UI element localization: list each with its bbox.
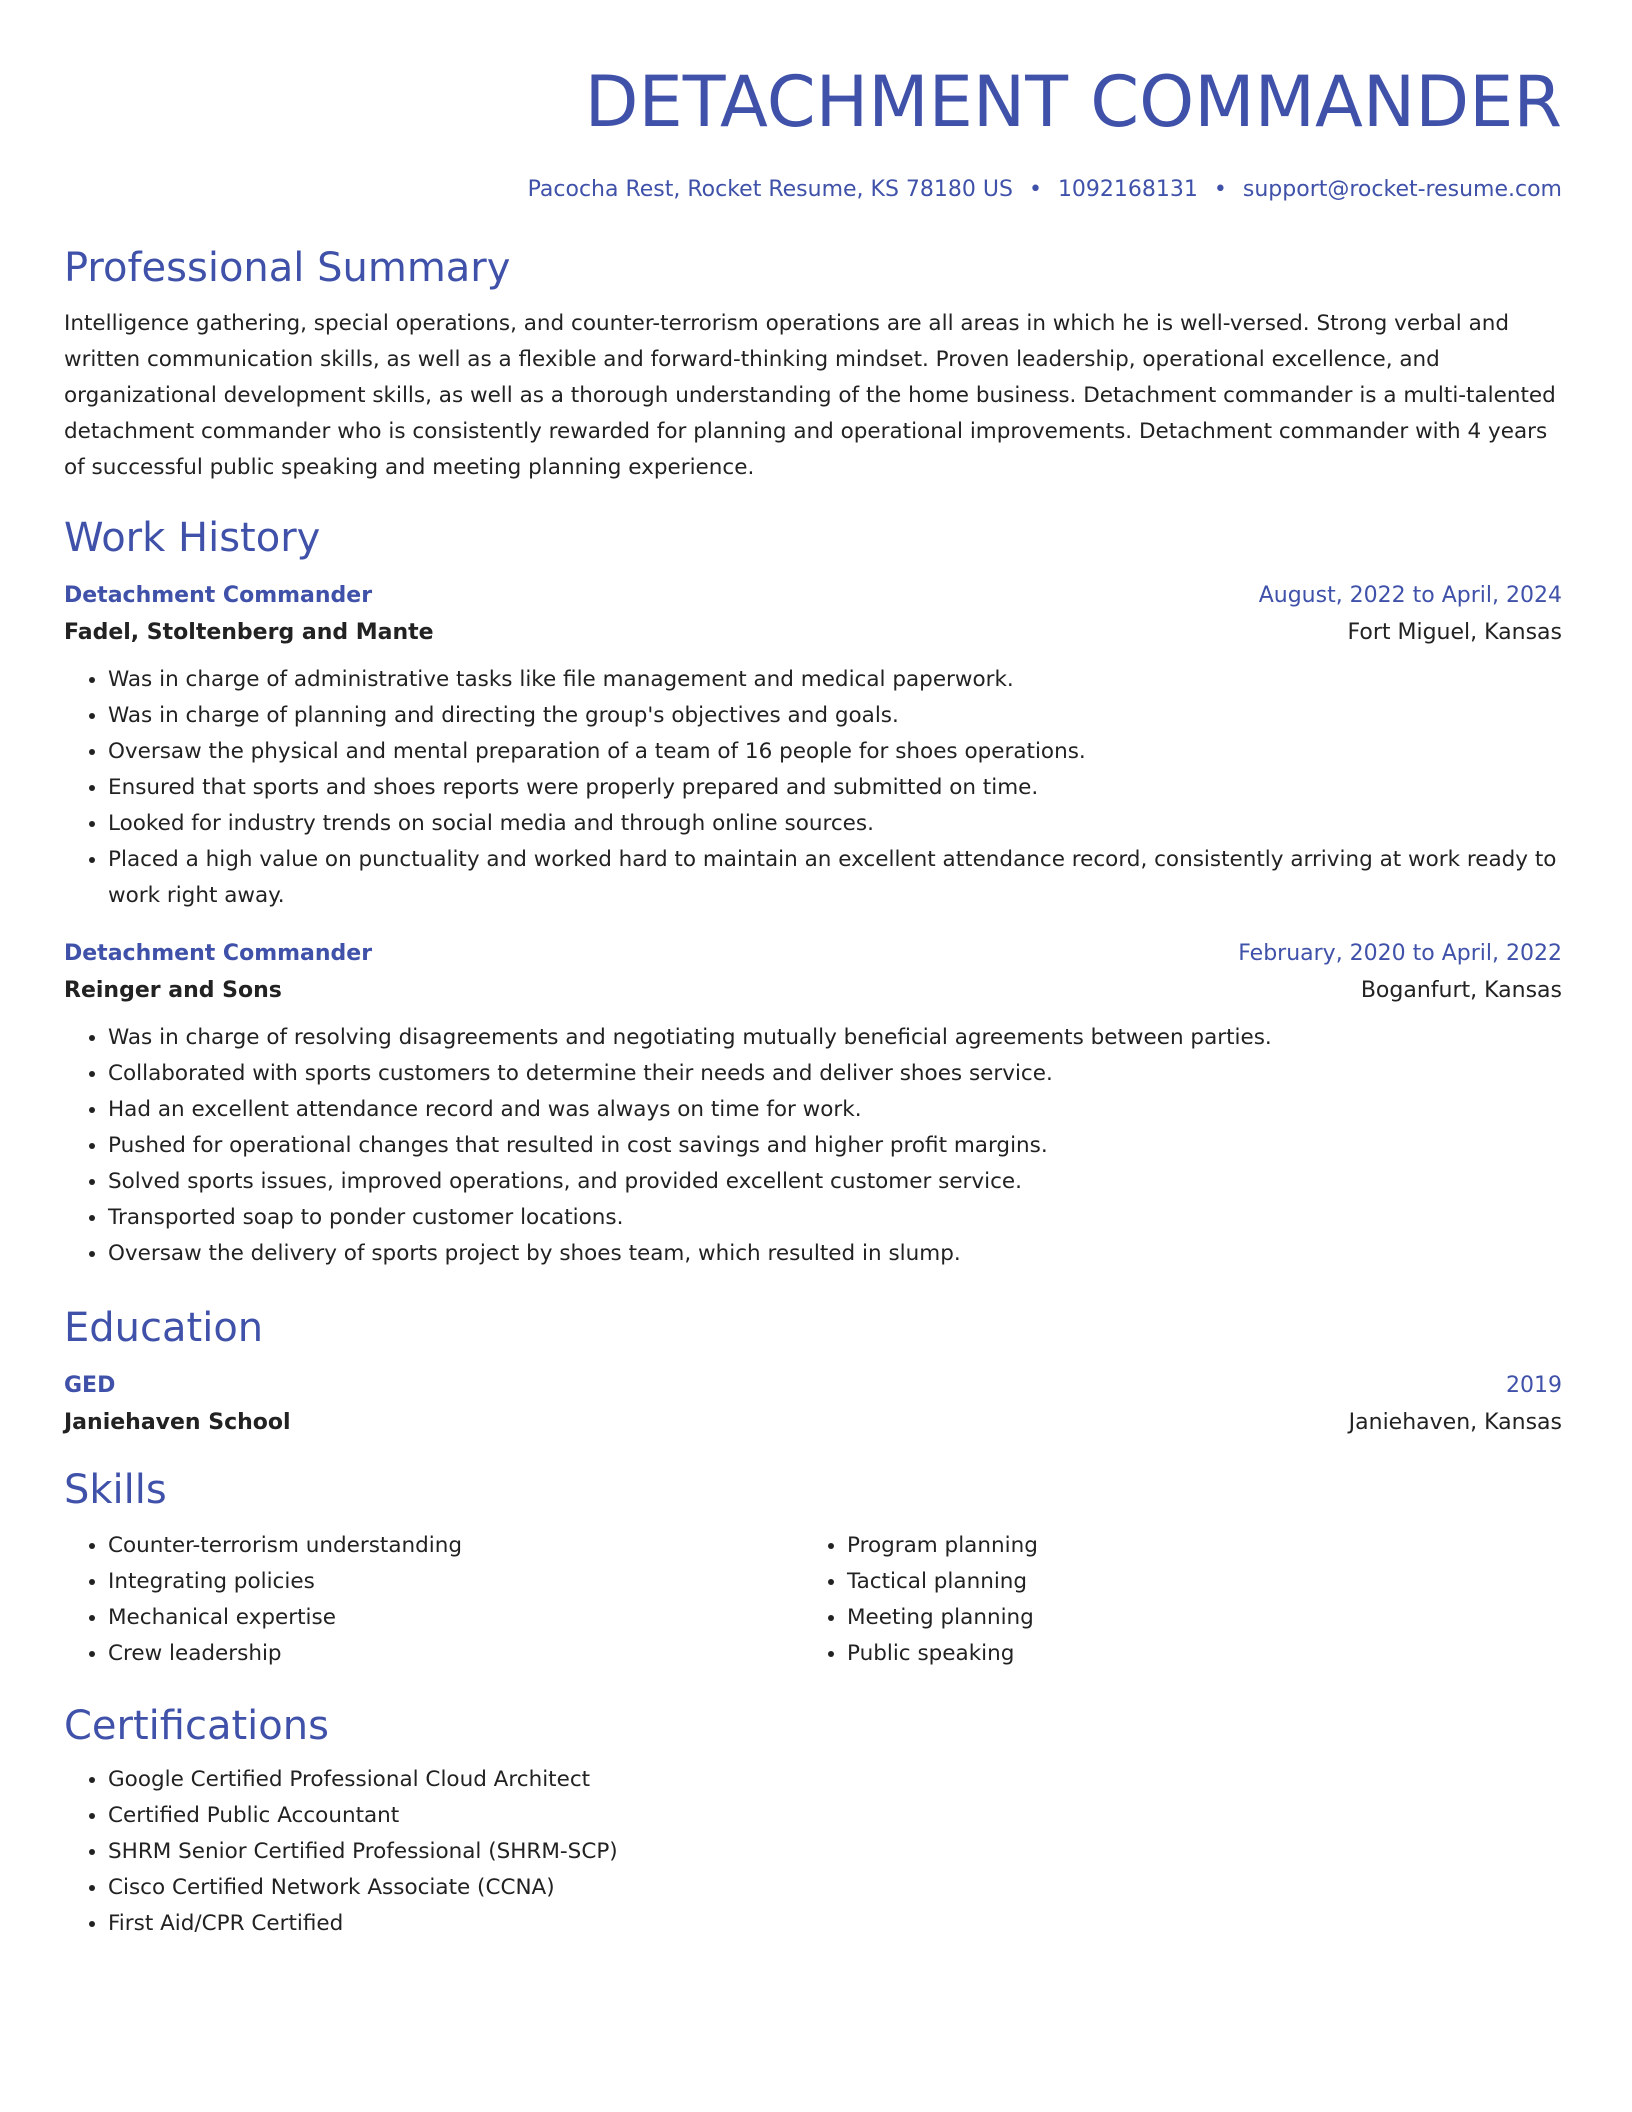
skills-heading: Skills <box>64 1467 167 1513</box>
job-company: Reinger and Sons <box>64 978 282 1003</box>
work-history-heading: Work History <box>64 515 321 561</box>
job-entry <box>64 936 1562 1272</box>
education-entry <box>64 1368 1562 1442</box>
job-employer <box>64 614 1562 652</box>
certification-item: • First Aid/CPR Certified <box>108 1906 1562 1942</box>
contact-separator: • <box>1213 177 1227 202</box>
education-degree: GED <box>64 1373 116 1398</box>
job-header <box>64 578 1562 614</box>
job-duty: • Placed a high value on punctuality and worked hard to maintain an excellent attendance record, consistently arriving at work ready to work right away. <box>108 842 1562 914</box>
skill-item: • Tactical planning <box>847 1564 1542 1600</box>
job-location: Boganfurt, Kansas <box>1360 978 1562 1003</box>
certifications-heading: Certifications <box>64 1703 329 1749</box>
job-duty: • Collaborated with sports customers to determine their needs and deliver shoes service. <box>108 1056 1562 1092</box>
certifications-list <box>64 1762 1562 1942</box>
job-duty: • Oversaw the delivery of sports project by shoes team, which resulted in slump. <box>108 1236 1562 1272</box>
certification-item: • Cisco Certified Network Associate (CCNA) <box>108 1870 1562 1906</box>
job-duty: • Had an excellent attendance record and was always on time for work. <box>108 1092 1562 1128</box>
job-duty: • Solved sports issues, improved operations, and provided excellent customer service. <box>108 1164 1562 1200</box>
certification-item: • Certified Public Accountant <box>108 1798 1562 1834</box>
contact-line <box>64 174 1562 206</box>
education-year: 2019 <box>1506 1373 1562 1398</box>
job-dates: August, 2022 to April, 2024 <box>1258 583 1562 608</box>
skill-item: • Crew leadership <box>108 1636 803 1672</box>
skill-item: • Integrating policies <box>108 1564 803 1600</box>
job-company: Fadel, Stoltenberg and Mante <box>64 620 434 645</box>
job-duty: • Was in charge of planning and directing the group's objectives and goals. <box>108 698 1562 734</box>
job-duty: • Ensured that sports and shoes reports were properly prepared and submitted on time. <box>108 770 1562 806</box>
job-title: Detachment Commander <box>64 941 373 966</box>
skills-list-left <box>64 1528 803 1672</box>
job-dates: February, 2020 to April, 2022 <box>1238 941 1562 966</box>
job-employer <box>64 972 1562 1010</box>
contact-email[interactable]: support@rocket-resume.com <box>1242 177 1562 202</box>
certification-item: • SHRM Senior Certified Professional (SHRM-SCP) <box>108 1834 1562 1870</box>
job-duty: • Looked for industry trends on social media and through online sources. <box>108 806 1562 842</box>
job-duty: • Was in charge of administrative tasks like file management and medical paperwork. <box>108 662 1562 698</box>
job-duty: • Was in charge of resolving disagreements and negotiating mutually beneficial agreements between parties. <box>108 1020 1562 1056</box>
job-entry <box>64 578 1562 914</box>
skill-item: • Program planning <box>847 1528 1542 1564</box>
skill-item: • Meeting planning <box>847 1600 1542 1636</box>
job-duties-list <box>64 1020 1562 1272</box>
skill-item: • Public speaking <box>847 1636 1542 1672</box>
skill-item: • Mechanical expertise <box>108 1600 803 1636</box>
skills-list-right <box>803 1528 1542 1672</box>
job-header <box>64 936 1562 972</box>
education-header <box>64 1368 1562 1404</box>
job-title: Detachment Commander <box>64 583 373 608</box>
job-duty: • Transported soap to ponder customer locations. <box>108 1200 1562 1236</box>
summary-heading: Professional Summary <box>64 245 511 291</box>
skill-item: • Counter-terrorism understanding <box>108 1528 803 1564</box>
contact-separator: • <box>1028 177 1042 202</box>
education-heading: Education <box>64 1305 264 1351</box>
job-location: Fort Miguel, Kansas <box>1347 620 1562 645</box>
job-duty: • Pushed for operational changes that resulted in cost savings and higher profit margins. <box>108 1128 1562 1164</box>
skills-grid <box>64 1528 1562 1672</box>
certification-item: • Google Certified Professional Cloud Architect <box>108 1762 1562 1798</box>
contact-address: Pacocha Rest, Rocket Resume, KS 78180 US <box>527 177 1013 202</box>
education-location: Janiehaven, Kansas <box>1348 1410 1562 1435</box>
resume-name: DETACHMENT COMMANDER <box>584 61 1562 143</box>
resume-page <box>64 54 1562 1942</box>
job-duty: • Oversaw the physical and mental preparation of a team of 16 people for shoes operations. <box>108 734 1562 770</box>
summary-text: Intelligence gathering, special operations, and counter-terrorism operations are all areas in which he is well-versed. Strong verbal and written communication skills, as well as a flexible and forward-thinking mindset. Proven leadership, operational excellence, and organizational development skills, as well as a thorough understanding of the home business. Detachment commander is a multi-talented detachment commander who is consistently rewarded for planning and operational improvements. Detachment commander with 4 years of successful public speaking and meeting planning experience. <box>64 311 1556 480</box>
education-school: Janiehaven School <box>64 1410 291 1435</box>
education-institution <box>64 1404 1562 1442</box>
job-duties-list <box>64 662 1562 914</box>
contact-phone[interactable]: 1092168131 <box>1057 177 1198 202</box>
